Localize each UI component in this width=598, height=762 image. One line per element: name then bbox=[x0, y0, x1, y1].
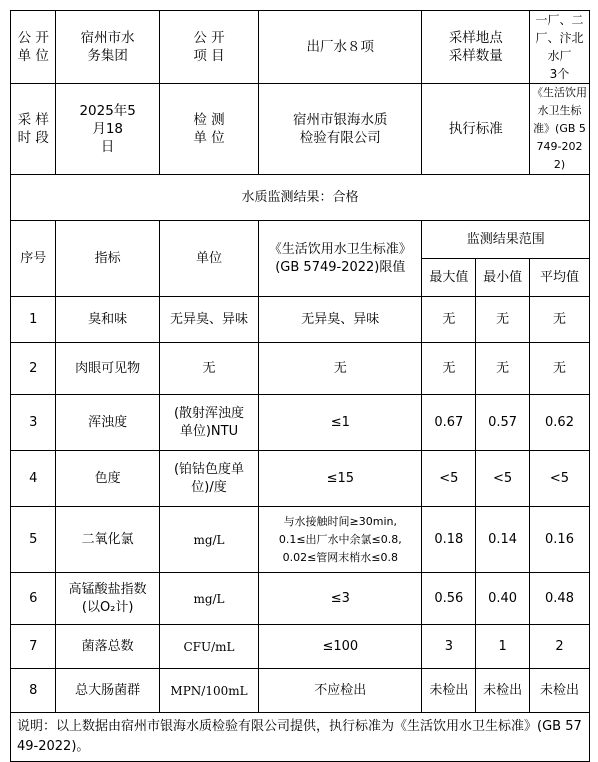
lab-label: 检 测 单 位 bbox=[159, 84, 258, 175]
col-indicator: 指标 bbox=[56, 221, 159, 297]
table-row bbox=[11, 343, 590, 395]
cell-limit: 不应检出 bbox=[259, 669, 422, 713]
unit-value: 宿州市水 务集团 bbox=[56, 11, 159, 84]
cell-unit: mg/L bbox=[159, 507, 258, 573]
table-row bbox=[11, 625, 590, 669]
cell-indicator: 臭和味 bbox=[56, 297, 159, 343]
cell-indicator: 色度 bbox=[56, 451, 159, 507]
col-no: 序号 bbox=[11, 221, 56, 297]
cell-max: 0.56 bbox=[422, 573, 476, 625]
cell-unit: 无 bbox=[159, 343, 258, 395]
cell-no: 6 bbox=[11, 573, 56, 625]
table-row bbox=[11, 297, 590, 343]
cell-indicator: 菌落总数 bbox=[56, 625, 159, 669]
col-unit: 单位 bbox=[159, 221, 258, 297]
col-max: 最大值 bbox=[422, 259, 476, 297]
cell-indicator: 浑浊度 bbox=[56, 395, 159, 451]
table-row bbox=[11, 395, 590, 451]
cell-no: 5 bbox=[11, 507, 56, 573]
data-rows bbox=[11, 297, 590, 713]
cell-limit: ≤1 bbox=[259, 395, 422, 451]
header-row-2 bbox=[11, 84, 590, 175]
cell-avg: 0.62 bbox=[529, 395, 589, 451]
cell-min: 无 bbox=[476, 343, 530, 395]
cell-unit: (散射浑浊度 单位)NTU bbox=[159, 395, 258, 451]
cell-min: <5 bbox=[476, 451, 530, 507]
water-quality-table bbox=[10, 10, 590, 762]
cell-limit: 无异臭、异味 bbox=[259, 297, 422, 343]
cell-avg: 0.48 bbox=[529, 573, 589, 625]
table-row bbox=[11, 573, 590, 625]
cell-min: 0.14 bbox=[476, 507, 530, 573]
site-value: 一厂、二厂、汴北水厂 3个 bbox=[529, 11, 589, 84]
cell-max: 无 bbox=[422, 297, 476, 343]
item-value: 出厂水８项 bbox=[259, 11, 422, 84]
cell-avg: 2 bbox=[529, 625, 589, 669]
cell-max: 未检出 bbox=[422, 669, 476, 713]
cell-no: 4 bbox=[11, 451, 56, 507]
cell-max: 0.18 bbox=[422, 507, 476, 573]
site-label: 采样地点 采样数量 bbox=[422, 11, 530, 84]
col-limit: 《生活饮用水卫生标准》 (GB 5749-2022)限值 bbox=[259, 221, 422, 297]
cell-unit: mg/L bbox=[159, 573, 258, 625]
table-row bbox=[11, 669, 590, 713]
cell-unit: CFU/mL bbox=[159, 625, 258, 669]
result-line: 水质监测结果：合格 bbox=[11, 175, 590, 221]
lab-value: 宿州市银海水质 检验有限公司 bbox=[259, 84, 422, 175]
cell-no: 1 bbox=[11, 297, 56, 343]
column-header-row-1 bbox=[11, 221, 590, 259]
cell-limit: 无 bbox=[259, 343, 422, 395]
cell-unit: (铂钴色度单 位)/度 bbox=[159, 451, 258, 507]
std-value: 《生活饮用水卫生标 准》(GB 5749-2022) bbox=[529, 84, 589, 175]
cell-indicator: 二氧化氯 bbox=[56, 507, 159, 573]
table-row bbox=[11, 507, 590, 573]
cell-avg: 无 bbox=[529, 343, 589, 395]
cell-avg: 0.16 bbox=[529, 507, 589, 573]
cell-min: 0.57 bbox=[476, 395, 530, 451]
cell-limit: ≤100 bbox=[259, 625, 422, 669]
period-label: 采 样 时 段 bbox=[11, 84, 56, 175]
cell-avg: 无 bbox=[529, 297, 589, 343]
cell-limit: ≤15 bbox=[259, 451, 422, 507]
cell-min: 1 bbox=[476, 625, 530, 669]
result-row bbox=[11, 175, 590, 221]
cell-max: 3 bbox=[422, 625, 476, 669]
item-label: 公 开 项 目 bbox=[159, 11, 258, 84]
note-row bbox=[11, 713, 590, 762]
cell-max: <5 bbox=[422, 451, 476, 507]
table-row bbox=[11, 451, 590, 507]
cell-max: 0.67 bbox=[422, 395, 476, 451]
col-avg: 平均值 bbox=[529, 259, 589, 297]
col-range: 监测结果范围 bbox=[422, 221, 590, 259]
period-value: 2025年5 月18 日 bbox=[56, 84, 159, 175]
col-min: 最小值 bbox=[476, 259, 530, 297]
cell-min: 无 bbox=[476, 297, 530, 343]
std-label: 执行标准 bbox=[422, 84, 530, 175]
unit-label: 公 开 单 位 bbox=[11, 11, 56, 84]
cell-unit: 无异臭、异味 bbox=[159, 297, 258, 343]
cell-no: 2 bbox=[11, 343, 56, 395]
cell-no: 8 bbox=[11, 669, 56, 713]
cell-no: 7 bbox=[11, 625, 56, 669]
cell-limit: ≤3 bbox=[259, 573, 422, 625]
cell-avg: 未检出 bbox=[529, 669, 589, 713]
cell-min: 0.40 bbox=[476, 573, 530, 625]
note-text: 说明：以上数据由宿州市银海水质检验有限公司提供，执行标准为《生活饮用水卫生标准》(GB 5749-2022)。 bbox=[11, 713, 590, 762]
cell-avg: <5 bbox=[529, 451, 589, 507]
cell-indicator: 肉眼可见物 bbox=[56, 343, 159, 395]
cell-max: 无 bbox=[422, 343, 476, 395]
header-row-1 bbox=[11, 11, 590, 84]
cell-indicator: 高锰酸盐指数 (以O₂计) bbox=[56, 573, 159, 625]
cell-limit: 与水接触时间≥30min, 0.1≤出厂水中余氯≤0.8, 0.02≤管网末梢水≤0.8 bbox=[259, 507, 422, 573]
cell-no: 3 bbox=[11, 395, 56, 451]
cell-indicator: 总大肠菌群 bbox=[56, 669, 159, 713]
cell-unit: MPN/100mL bbox=[159, 669, 258, 713]
cell-min: 未检出 bbox=[476, 669, 530, 713]
